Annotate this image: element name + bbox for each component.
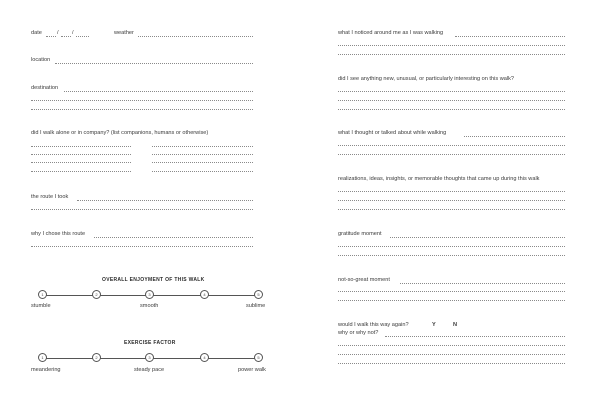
thought-line[interactable] bbox=[338, 145, 565, 146]
weather-label: weather bbox=[114, 30, 134, 36]
companion-line[interactable] bbox=[152, 171, 253, 172]
location-line[interactable] bbox=[55, 63, 253, 64]
company-label: did I walk alone or in company? (list companions, humans or otherwise) bbox=[31, 130, 209, 136]
companion-line[interactable] bbox=[31, 171, 131, 172]
enjoyment-low-label: stumble bbox=[31, 303, 51, 309]
realizations-line[interactable] bbox=[338, 191, 565, 192]
new-label: did I see anything new, unusual, or particularly interesting on this walk? bbox=[338, 76, 514, 82]
noticed-label: what I noticed around me as I was walking bbox=[338, 30, 444, 36]
destination-line[interactable] bbox=[64, 91, 253, 92]
thought-label: what I thought or talked about while walking bbox=[338, 130, 447, 136]
walk-again-label: would I walk this way again? bbox=[338, 322, 409, 328]
new-line[interactable] bbox=[338, 91, 565, 92]
why-route-line[interactable] bbox=[94, 237, 253, 238]
why-line[interactable] bbox=[338, 354, 565, 355]
companion-line[interactable] bbox=[152, 154, 253, 155]
companion-line[interactable] bbox=[31, 162, 131, 163]
why-line[interactable] bbox=[385, 336, 565, 337]
companion-line[interactable] bbox=[31, 154, 131, 155]
why-route-label: why I chose this route bbox=[31, 231, 86, 237]
destination-line[interactable] bbox=[31, 100, 253, 101]
not-great-line[interactable] bbox=[338, 300, 565, 301]
date-year-line[interactable] bbox=[76, 36, 89, 37]
date-month-line[interactable] bbox=[61, 36, 71, 37]
why-route-line[interactable] bbox=[31, 246, 253, 247]
gratitude-line[interactable] bbox=[338, 246, 565, 247]
realizations-line[interactable] bbox=[338, 200, 565, 201]
thought-line[interactable] bbox=[338, 154, 565, 155]
enjoyment-step-3[interactable]: 3 bbox=[145, 290, 154, 299]
enjoyment-step-1[interactable]: 1 bbox=[38, 290, 47, 299]
thought-line[interactable] bbox=[464, 136, 565, 137]
destination-label: destination bbox=[31, 85, 59, 91]
exercise-low-label: meandering bbox=[31, 367, 61, 373]
why-line[interactable] bbox=[338, 345, 565, 346]
enjoyment-step-4[interactable]: 4 bbox=[200, 290, 209, 299]
route-label: the route I took bbox=[31, 194, 69, 200]
companion-line[interactable] bbox=[152, 162, 253, 163]
companion-line[interactable] bbox=[152, 146, 253, 147]
enjoyment-title: OVERALL ENJOYMENT OF THIS WALK bbox=[102, 277, 205, 283]
destination-line[interactable] bbox=[31, 109, 253, 110]
yes-option[interactable]: Y bbox=[432, 322, 436, 328]
realizations-label: realizations, ideas, insights, or memorable thoughts that came up during this walk bbox=[338, 176, 540, 182]
new-line[interactable] bbox=[338, 109, 565, 110]
date-separator: / bbox=[72, 30, 74, 36]
date-label: date bbox=[31, 30, 42, 36]
enjoyment-step-2[interactable]: 2 bbox=[92, 290, 101, 299]
noticed-line[interactable] bbox=[455, 36, 565, 37]
enjoyment-step-5[interactable]: 5 bbox=[254, 290, 263, 299]
enjoyment-high-label: sublime bbox=[246, 303, 266, 309]
date-separator: / bbox=[57, 30, 59, 36]
new-line[interactable] bbox=[338, 100, 565, 101]
location-label: location bbox=[31, 57, 51, 63]
realizations-line[interactable] bbox=[338, 209, 565, 210]
route-line[interactable] bbox=[77, 200, 253, 201]
exercise-title: EXERCISE FACTOR bbox=[124, 340, 176, 346]
exercise-step-1[interactable]: 1 bbox=[38, 353, 47, 362]
no-option[interactable]: N bbox=[453, 322, 458, 328]
exercise-mid-label: steady pace bbox=[134, 367, 165, 373]
not-great-line[interactable] bbox=[338, 291, 565, 292]
weather-line[interactable] bbox=[138, 36, 253, 37]
not-great-label: not-so-great moment bbox=[338, 277, 390, 283]
exercise-step-2[interactable]: 2 bbox=[92, 353, 101, 362]
gratitude-line[interactable] bbox=[338, 255, 565, 256]
why-line[interactable] bbox=[338, 363, 565, 364]
noticed-line[interactable] bbox=[338, 54, 565, 55]
enjoyment-mid-label: smooth bbox=[140, 303, 159, 309]
exercise-step-4[interactable]: 4 bbox=[200, 353, 209, 362]
exercise-high-label: power walk bbox=[238, 367, 266, 373]
gratitude-line[interactable] bbox=[390, 237, 565, 238]
why-label: why or why not? bbox=[338, 330, 379, 336]
date-day-line[interactable] bbox=[46, 36, 56, 37]
exercise-step-3[interactable]: 3 bbox=[145, 353, 154, 362]
gratitude-label: gratitude moment bbox=[338, 231, 382, 237]
route-line[interactable] bbox=[31, 209, 253, 210]
noticed-line[interactable] bbox=[338, 45, 565, 46]
exercise-step-5[interactable]: 5 bbox=[254, 353, 263, 362]
companion-line[interactable] bbox=[31, 146, 131, 147]
not-great-line[interactable] bbox=[400, 283, 565, 284]
